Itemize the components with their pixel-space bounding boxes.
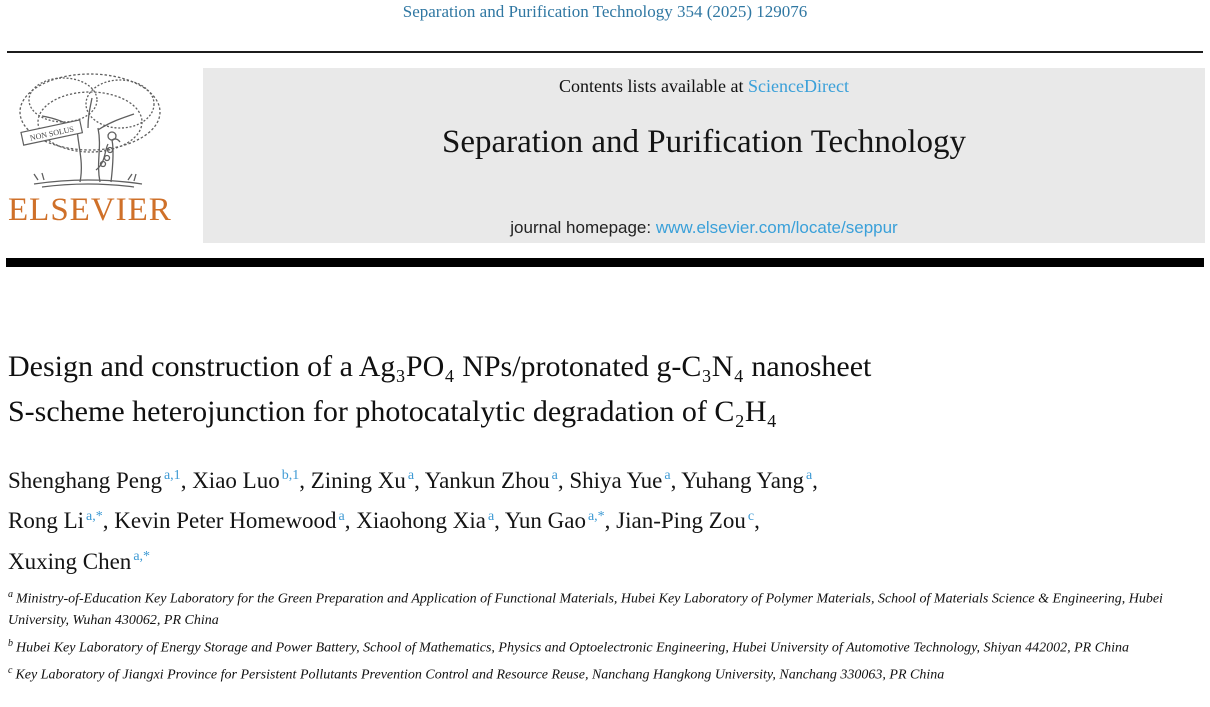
author: Xiao Luo $^{b,1}$, [192, 467, 311, 493]
author-line [8, 499, 1204, 540]
author-affil-sup: c [747, 508, 755, 524]
affiliation-marker: c [8, 665, 13, 677]
elsevier-tree-icon [8, 70, 168, 188]
logo-motto: NON SOLUS [29, 124, 75, 143]
author: Zining Xu $^a$, [310, 467, 425, 493]
author-affil-sup: a,1 [163, 468, 181, 483]
author-list [8, 458, 1204, 580]
author: Xuxing Chen $^{a,*}$ [8, 548, 151, 574]
author-affil-sup: a,* [86, 508, 103, 524]
elsevier-wordmark: ELSEVIER [8, 192, 172, 228]
affiliation-item [8, 633, 1206, 659]
author-affil-sup: a [407, 468, 415, 483]
article-title-line1: Design and construction of a Ag₃PO₄ NPs/protonated g-C₃N₄ nanosheet [8, 350, 872, 383]
homepage-line [203, 218, 1205, 238]
author-affil-sup: a,* [133, 549, 151, 565]
affiliation-item [8, 660, 1206, 686]
author-affil-sup: a [664, 468, 671, 483]
article-title-line2: S-scheme heterojunction for photocatalytic degradation of C₂H₄ [8, 395, 778, 428]
affiliation-text: Ministry-of-Education Key Laboratory for the Green Preparation and Application of Functional Materials, Hubei Key Laboratory of Polymer Materials, School of Materials Science & Engineering, Hubei University, Wuhan 430062, PR China [8, 591, 1163, 628]
author-affil-sup: a [805, 468, 813, 483]
top-divider [7, 51, 1203, 53]
author: Kevin Peter Homewood $^a$, [114, 508, 357, 534]
author: Shenghang Peng $^{a,1}$, [8, 467, 193, 493]
author-line [8, 458, 1204, 499]
journal-masthead [203, 68, 1205, 243]
affiliation-item [8, 584, 1206, 631]
contents-line-text: Contents lists available at [559, 76, 748, 96]
elsevier-logo [8, 70, 180, 229]
masthead-divider-bar [6, 258, 1204, 267]
author: Yuhang Yang $^a$, [681, 467, 818, 493]
contents-line [203, 76, 1205, 97]
author-affil-sup: b,1 [281, 468, 300, 483]
author: Yun Gao $^{a,*}$, [504, 508, 617, 534]
homepage-label: journal homepage: [510, 218, 656, 237]
author-line [8, 539, 1204, 580]
homepage-url-link[interactable]: www.elsevier.com/locate/seppur [655, 218, 898, 237]
author: Jian-Ping Zou $^c$, [616, 508, 760, 534]
author: Shiya Yue $^a$, [569, 467, 682, 493]
journal-citation-header: Separation and Purification Technology 354 (2025) 129076 [402, 2, 808, 21]
affiliations [8, 584, 1206, 688]
affiliation-text: Hubei Key Laboratory of Energy Storage and Power Battery, School of Mathematics, Physics and Optoelectronic Engineering, Hubei University of Automotive Technology, Shiyan 442002, PR China [16, 640, 1129, 656]
article-title [8, 344, 1204, 434]
affiliation-marker: b [8, 637, 13, 649]
author-affil-sup: a [338, 508, 345, 524]
author-affil-sup: a,* [587, 508, 605, 524]
author: Xiaohong Xia $^a$, [356, 508, 505, 534]
non-solus-banner [21, 120, 82, 145]
author: Yankun Zhou $^a$, [424, 467, 570, 493]
sciencedirect-link[interactable]: ScienceDirect [748, 76, 849, 96]
author-affil-sup: a [551, 468, 558, 483]
journal-title: Separation and Purification Technology [441, 124, 967, 160]
affiliation-marker: a [8, 589, 13, 600]
author-affil-sup: a [487, 508, 495, 524]
author: Rong Li $^{a,*}$, [8, 508, 115, 534]
affiliation-text: Key Laboratory of Jiangxi Province for Persistent Pollutants Prevention Control and Resource Reuse, Nanchang Hangkong University, Nanchang 330063, PR China [15, 667, 945, 683]
